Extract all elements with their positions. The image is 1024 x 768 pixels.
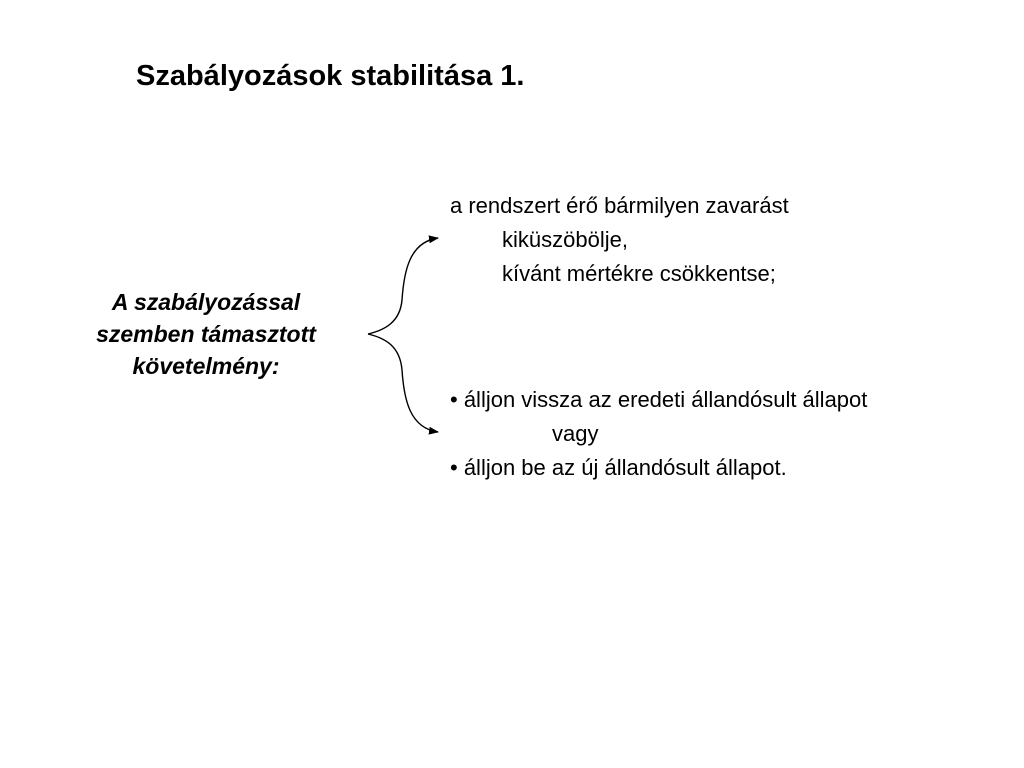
disturbance-text [450, 189, 789, 291]
requirement-line-2: szemben támasztott [96, 321, 316, 347]
disturbance-line-3: kívánt mértékre csökkentse; [502, 261, 776, 286]
state-text [450, 383, 867, 485]
requirement-line-3: követelmény: [132, 353, 280, 379]
lower-branch-arrow [368, 334, 438, 432]
slide-title: Szabályozások stabilitása 1. [136, 60, 525, 92]
requirement-line-1: A szabályozással [111, 289, 301, 315]
state-bullet-1: • álljon vissza az eredeti állandósult állapot [450, 387, 868, 412]
disturbance-line-1: a rendszert érő bármilyen zavarást [450, 193, 789, 218]
state-connector: vagy [552, 421, 599, 446]
upper-branch-arrow [368, 238, 438, 334]
state-bullet-2: • álljon be az új állandósult állapot. [450, 455, 787, 480]
disturbance-line-2: kiküszöbölje, [502, 227, 628, 252]
